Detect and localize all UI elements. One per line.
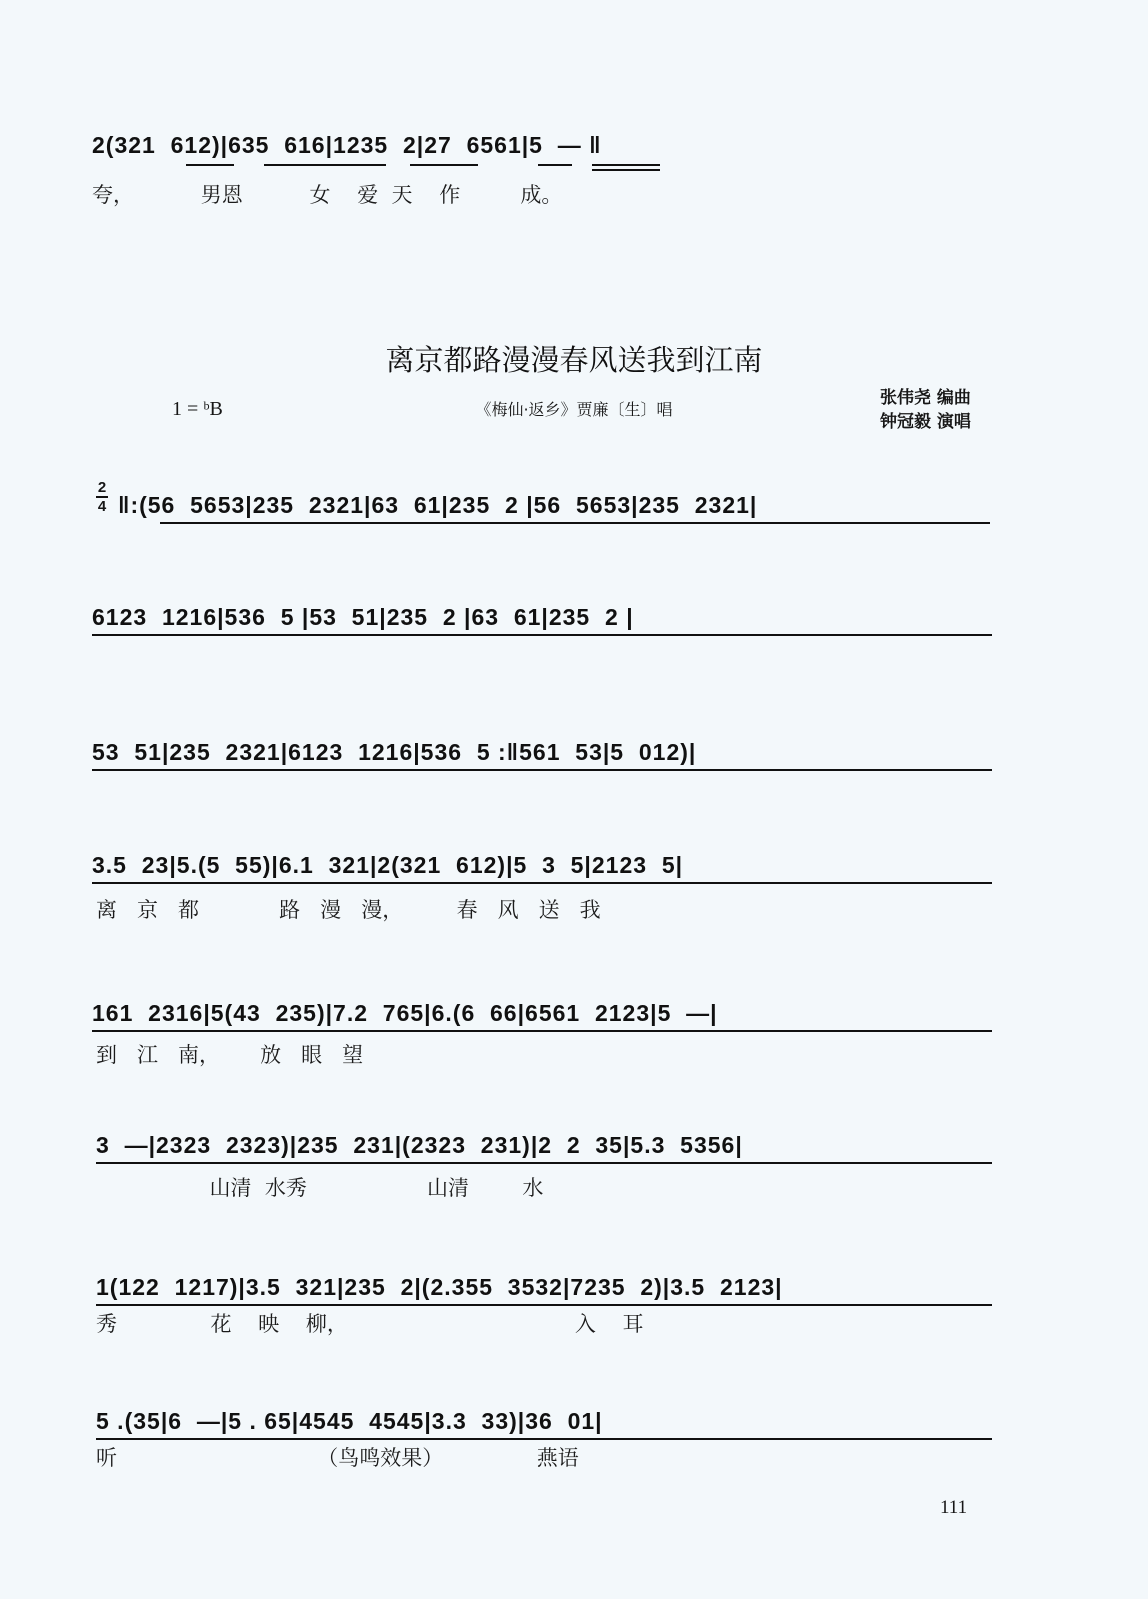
beam xyxy=(160,522,990,524)
prev-section-notes: 2(321 612)|635 616|1235 2|27 6561|5 — ‖ xyxy=(92,132,602,158)
beam xyxy=(96,1304,992,1306)
singer-credit: 钟冠毅 演唱 xyxy=(880,412,971,432)
system-lyrics: 离 京 都 路 漫 漫， 春 风 送 我 xyxy=(96,898,601,922)
score-system-8 xyxy=(0,1402,1148,1502)
key-signature: 1 = ᵇB xyxy=(172,398,223,420)
score-system-2 xyxy=(0,598,1148,698)
beam xyxy=(96,1162,992,1164)
prev-section-lyrics: 夸， 男恩 女 爱 天 作 成。 xyxy=(92,183,563,207)
system-notes: 3.5 23|5.(5 55)|6.1 321|2(321 612)|5 3 5|2123 5| xyxy=(92,852,684,878)
score-system-3 xyxy=(0,733,1148,833)
beam xyxy=(410,164,478,166)
system-lyrics: 到 江 南， 放 眼 望 xyxy=(96,1043,364,1067)
song-title: 离京都路漫漫春风送我到江南 xyxy=(385,343,763,377)
page-number: 111 xyxy=(940,1497,968,1518)
beam xyxy=(186,164,234,166)
beam xyxy=(92,634,992,636)
beam xyxy=(92,769,992,771)
time-signature-top: 2 xyxy=(97,479,107,496)
score-system-7 xyxy=(0,1268,1148,1368)
system-notes: 5 .(35|6 —|5 . 65|4545 4545|3.3 33)|36 01| xyxy=(96,1408,603,1434)
score-system-4 xyxy=(0,846,1148,946)
song-source: 《梅仙·返乡》贾廉〔生〕唱 xyxy=(475,400,673,419)
prev-section-system xyxy=(0,124,1148,224)
beam xyxy=(92,1030,992,1032)
system-notes: 3 —|2323 2323)|235 231|(2323 231)|2 2 35|5.3 5356| xyxy=(96,1132,743,1158)
score-system-6 xyxy=(0,1126,1148,1226)
composer-credit: 张伟尧 编曲 xyxy=(880,388,971,408)
system-notes: 1(122 1217)|3.5 321|235 2|(2.355 3532|7235 2)|3.5 2123| xyxy=(96,1274,783,1300)
score-system-5 xyxy=(0,994,1148,1094)
system-lyrics: 听 （鸟鸣效果） 燕语 xyxy=(96,1446,579,1470)
beam xyxy=(538,164,572,166)
system-notes: 6123 1216|536 5 |53 51|235 2 |63 61|235 2 | xyxy=(92,604,634,630)
beam xyxy=(96,1438,992,1440)
system-notes: ‖:(56 5653|235 2321|63 61|235 2 |56 5653|235 2321| xyxy=(118,492,758,518)
system-lyrics: 山清 水秀 山清 水 xyxy=(96,1176,544,1200)
score-system-1 xyxy=(0,486,1148,586)
system-notes: 53 51|235 2321|6123 1216|536 5 :‖561 53|5 012)| xyxy=(92,739,697,765)
time-signature-bottom: 4 xyxy=(97,498,107,515)
system-lyrics: 秀 花 映 柳， 入 耳 xyxy=(96,1312,644,1336)
beam xyxy=(92,882,992,884)
beam xyxy=(592,164,660,171)
beam xyxy=(264,164,386,166)
system-notes: 161 2316|5(43 235)|7.2 765|6.(6 66|6561 2123|5 —| xyxy=(92,1000,718,1026)
